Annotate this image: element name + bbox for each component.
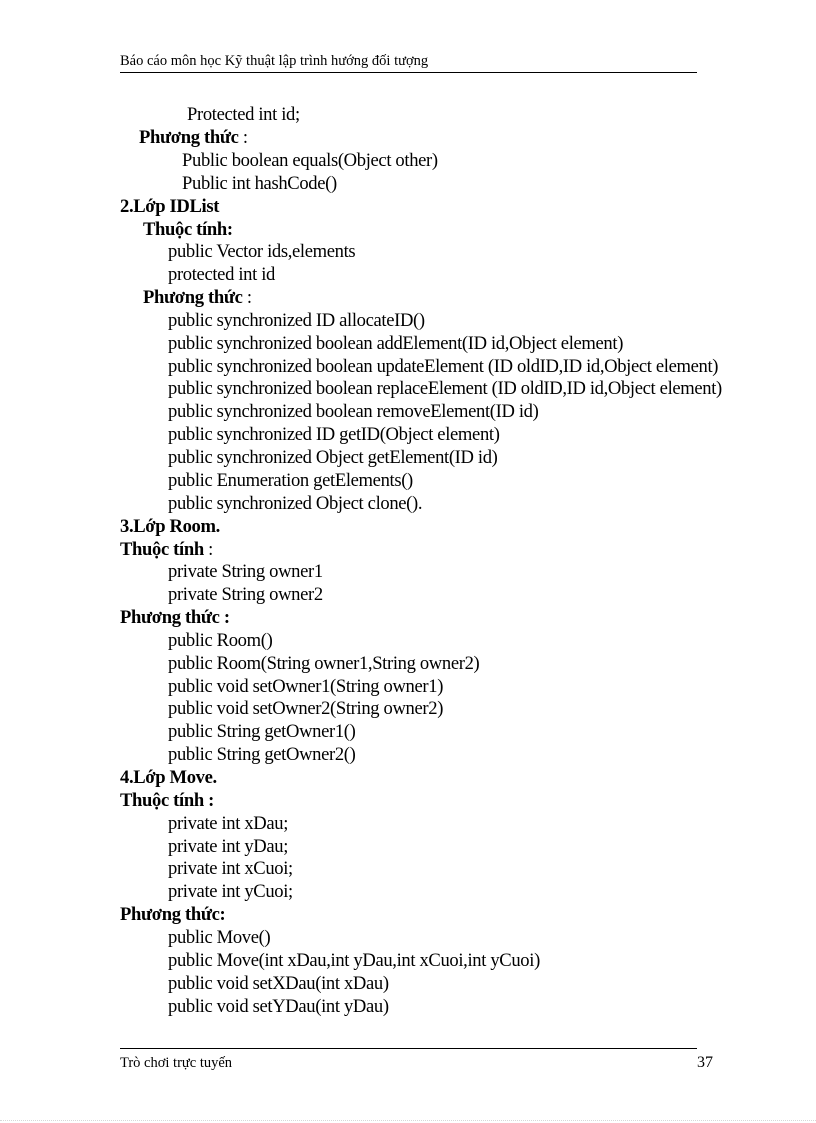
page-boundary: [0, 1120, 816, 1121]
heading-colon: :: [242, 287, 252, 308]
text-line: public synchronized Object getElement(ID id): [168, 447, 498, 468]
text-line: public synchronized boolean replaceElement (ID oldID,ID id,Object element): [168, 378, 722, 399]
heading-label: Thuộc tính: [120, 539, 204, 560]
text-line: private int xCuoi;: [168, 858, 293, 879]
text-line: public Enumeration getElements(): [168, 470, 413, 491]
section-heading: Phương thức:: [120, 904, 226, 925]
text-line: public synchronized Object clone().: [168, 493, 423, 514]
section-heading: [139, 127, 248, 149]
text-line: public Room(String owner1,String owner2): [168, 653, 480, 674]
text-line: public String getOwner2(): [168, 744, 356, 765]
class-heading: 4.Lớp Move.: [120, 767, 217, 788]
class-heading: 3.Lớp Room.: [120, 516, 220, 537]
text-line: public void setXDau(int xDau): [168, 973, 389, 994]
text-line: private int yCuoi;: [168, 881, 293, 902]
text-line: private int xDau;: [168, 813, 289, 834]
heading-label: Phương thức: [139, 127, 239, 148]
section-heading: Thuộc tính:: [143, 219, 233, 240]
heading-colon: :: [203, 539, 213, 560]
footer-divider: [120, 1048, 697, 1049]
section-heading: Phương thức :: [120, 607, 230, 628]
page-number: 37: [697, 1054, 713, 1071]
text-line: public synchronized boolean removeElement(ID id): [168, 401, 539, 422]
text-line: public void setOwner1(String owner1): [168, 676, 444, 697]
text-line: Public int hashCode(): [182, 173, 337, 194]
text-line: public void setOwner2(String owner2): [168, 698, 444, 719]
text-line: Public boolean equals(Object other): [182, 150, 438, 171]
text-line: public Room(): [168, 630, 273, 651]
heading-colon: :: [238, 127, 248, 148]
section-heading: Thuộc tính :: [120, 790, 214, 811]
text-line: public synchronized boolean addElement(ID id,Object element): [168, 333, 624, 354]
text-line: protected int id: [168, 264, 275, 285]
text-line: public void setYDau(int yDau): [168, 996, 389, 1017]
text-line: public Vector ids,elements: [168, 241, 356, 262]
heading-label: Phương thức: [143, 287, 243, 308]
text-line: private String owner1: [168, 561, 323, 582]
text-line: public Move(): [168, 927, 271, 948]
text-line: public synchronized ID allocateID(): [168, 310, 425, 331]
section-heading: [143, 287, 252, 309]
footer-title: Trò chơi trực tuyến: [120, 1055, 233, 1071]
text-line: public synchronized ID getID(Object element): [168, 424, 500, 445]
class-heading: 2.Lớp IDList: [120, 196, 220, 217]
text-line: Protected int id;: [187, 104, 300, 125]
text-line: private String owner2: [168, 584, 323, 605]
text-line: public String getOwner1(): [168, 721, 356, 742]
text-line: private int yDau;: [168, 836, 289, 857]
page-header: Báo cáo môn học Kỹ thuật lập trình hướng đối tượng: [120, 52, 697, 73]
text-line: public Move(int xDau,int yDau,int xCuoi,int yCuoi): [168, 950, 540, 971]
text-line: public synchronized boolean updateElement (ID oldID,ID id,Object element): [168, 356, 719, 377]
section-heading: [120, 539, 213, 561]
